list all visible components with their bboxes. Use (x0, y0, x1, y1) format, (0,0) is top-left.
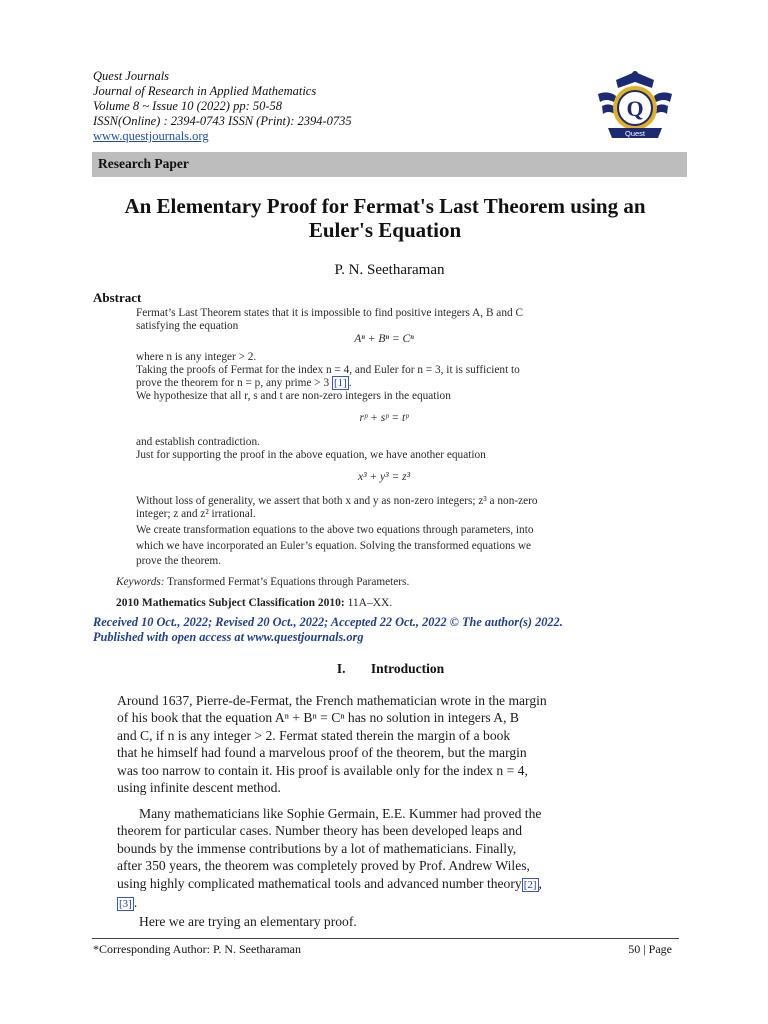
paragraph-line: that he himself had found a marvelous proof of the theorem, but the margin (117, 745, 527, 761)
paragraph-line (117, 894, 629, 913)
paragraph-line: theorem for particular cases. Number theory has been developed leaps and (117, 823, 523, 839)
paper-title (80, 194, 690, 242)
journal-name: Quest Journals (93, 69, 170, 83)
paragraph-line: after 350 years, the theorem was completely proved by Prof. Andrew Wiles, (117, 858, 530, 874)
citation-link-3[interactable]: [3] (119, 898, 132, 911)
abstract-line (136, 377, 352, 390)
abstract-line: Taking the proofs of Fermat for the index n = 4, and Euler for n = 3, it is sufficient to (136, 364, 520, 376)
journal-volume: Volume 8 ~ Issue 10 (2022) pp: 50-58 (93, 99, 283, 113)
abstract-line-end: . (348, 377, 352, 389)
abstract-line: We hypothesize that all r, s and t are non-zero integers in the equation (136, 390, 451, 402)
paragraph-line: was too narrow to contain it. His proof is available only for the index n = 4, (117, 762, 528, 778)
received-line: Received 10 Oct., 2022; Revised 20 Oct., 2022; Accepted 22 Oct., 2022 © The author(s) 2022. (93, 615, 563, 629)
paragraph-line: Here we are trying an elementary proof. (139, 914, 357, 930)
quest-journals-logo-icon (594, 66, 676, 142)
equation-fermat: Aⁿ + Bⁿ = Cⁿ (354, 333, 414, 345)
author-name: P. N. Seetharaman (334, 262, 445, 278)
abstract-line: prove the theorem. (136, 555, 222, 567)
paragraph-line: using infinite descent method. (117, 780, 281, 796)
paper-type-bar: Research Paper (92, 152, 687, 177)
abstract-line: Without loss of generality, we assert that both x and y as non-zero integers; z³ a non-zero (136, 495, 538, 507)
keywords-label: Keywords: (116, 576, 165, 588)
abstract-line: Just for supporting the proof in the above equation, we have another equation (136, 449, 486, 461)
citation-link-1[interactable]: [1] (333, 377, 347, 389)
paragraph-line: Around 1637, Pierre-de-Fermat, the French mathematician wrote in the margin (117, 693, 547, 708)
abstract-line: We create transformation equations to the above two equations through parameters, into (136, 524, 534, 536)
abstract-line-text: prove the theorem for n = p, any prime > 3 (136, 377, 330, 389)
paragraph-line: and C, if n is any integer > 2. Fermat stated therein the margin of a book (117, 727, 511, 743)
abstract-line: Fermat’s Last Theorem states that it is impossible to find positive integers A, B and C (136, 307, 523, 319)
citation-link-2[interactable]: [2] (523, 878, 537, 891)
journal-website-link[interactable]: www.questjournals.org (93, 129, 209, 143)
paragraph-line: using highly complicated mathematical tools and advanced number theory [2] , (117, 875, 542, 891)
paragraph-line: Many mathematicians like Sophie Germain, E.E. Kummer had proved the (139, 806, 542, 821)
abstract-line: and establish contradiction. (136, 436, 260, 448)
intro-paragraph-2 (117, 805, 629, 931)
published-line: Published with open access at www.questjournals.org (93, 630, 364, 644)
paper-title-line-1: An Elementary Proof for Fermat's Last Theorem using an (124, 194, 646, 218)
paper-title-line-2: Euler's Equation (308, 218, 462, 242)
abstract-line: integer; z and z² irrational. (136, 508, 256, 520)
section-number: I. (336, 661, 346, 676)
equation-cubic: x³ + y³ = z³ (357, 471, 411, 483)
page-number: 50 | Page (628, 942, 672, 956)
logo-letter: Q (626, 96, 644, 121)
journal-header (93, 69, 352, 144)
paragraph-line: of his book that the equation Aⁿ + Bⁿ = Cⁿ has no solution in integers A, B (117, 710, 519, 726)
msc-classification (116, 597, 392, 609)
keywords-value: Transformed Fermat’s Equations through Parameters. (167, 576, 410, 588)
logo-text: Quest (624, 129, 646, 138)
abstract-heading: Abstract (93, 290, 142, 305)
equation-prime-index: rᵖ + sᵖ = tᵖ (359, 412, 409, 424)
msc-label: 2010 Mathematics Subject Classification 2010: (116, 597, 345, 609)
msc-value: 11A–XX. (347, 597, 393, 609)
section-title: Introduction (370, 661, 445, 676)
footer-divider (92, 938, 679, 939)
abstract-line: where n is any integer > 2. (136, 351, 257, 363)
paragraph-line-text: using highly complicated mathematical tools and advanced number theory (117, 875, 522, 891)
paragraph-line-end: . (133, 895, 138, 911)
corresponding-author: *Corresponding Author: P. N. Seetharaman (93, 942, 301, 956)
keywords (116, 576, 409, 588)
paragraph-line: bounds by the immense contributions by a lot of mathematicians. Finally, (117, 840, 517, 856)
received-dates (93, 615, 563, 645)
introduction-heading (93, 661, 688, 677)
intro-paragraph-1 (117, 692, 629, 796)
abstract-line: satisfying the equation (136, 320, 239, 332)
abstract-line: which we have incorporated an Euler’s equation. Solving the transformed equations we (136, 540, 532, 552)
journal-full-title: Journal of Research in Applied Mathematics (93, 84, 317, 98)
journal-issn: ISSN(Online) : 2394-0743 ISSN (Print): 2394-0735 (93, 114, 352, 128)
